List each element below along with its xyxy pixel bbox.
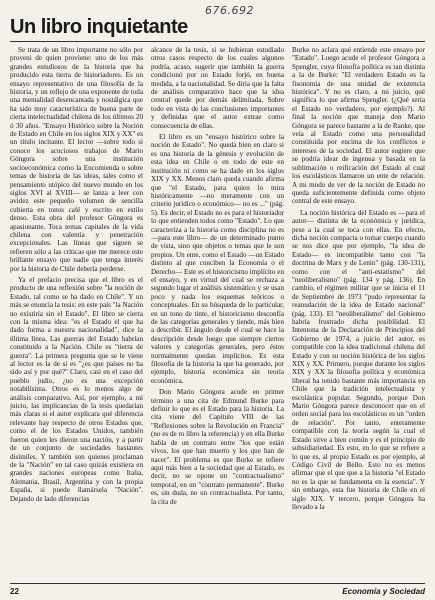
page-number: 22 (10, 587, 19, 596)
footer-rule (10, 583, 425, 584)
article-body (10, 46, 425, 576)
paragraph: alcance de la tesis, si se hubieran estudiado otros casos respecto de los cuales algunos podría, acaso, sugerir que también la guerra condicionó por un Estado forjó, en buena medida, a la nacionalidad. Se diría que la falta de análisis comparativo hace que la idea central quede por demás delimitada. Sobre todo en vista de las conclusiones importantes y definidas que el autor extrae como consecuencia de ellas. (151, 46, 284, 130)
column-3 (292, 46, 425, 576)
column-2 (151, 46, 284, 576)
title-rule (10, 41, 425, 42)
column-1 (10, 46, 143, 576)
paragraph: El libro es un "ensayo histórico sobre la noción de Estado". No queda bien en claro si es una historia de la génesis y evolución de esta idea en Chile o en todo de este en institución ni como se ha dado en los siglos XIX y XX. Menos claro queda cuando afirma que "el Estado, para quien lo mira históricamente —no meramente con un criterio jurídico o económico— no es ..." (pág. 5). Es decir, el Estado no es para el historiador lo que entienden todos como "Estado". Lo que caracteriza a la historia como disciplina no es —para este libro— de un determinado punto de vista, sino que objetos o temas que le son propios. Un ente, como el Estado —un Estado distinto al que conciben la Economía o el Derecho— Este es el historicismo implícito en el ensayo, y en virtud del cual se rechaza a segundo lugar el análisis sistemático y se usan poco y nada los esquemas teóricos o conceptuales. En su búsqueda de lo particular, en un tono de tinte, el historicismo desconfía de las categorías generales y tiende, más bien a describir. El ángulo desde el cual se hace la descripción desde luego que siempre ciertos valores y categorías generales, pero éstos normalmente quedan implícitos. Es esta filosofía de la historia la que ha generado, por ejemplo, historia económica sin teoría económica. (151, 133, 284, 385)
paragraph: Se trata de un libro importante no sólo por proveni de quien proviene: uno de los más grandes estudiosos de la historia que ha producido esta tierra de historiadores. Es un ensayo representativo de una filosofía de la historia, y un reflejo de una exponente de toda una mentalidad desencantada y nostálgica que ha sido muy característica de buena parte de cierta intelectualidad chilena de los últimos 20 ó 30 años. "Ensayo Histórico sobre la Noción de Estado en Chile en los siglos XIX y XX" es un título incitante. El lector —sobre todo si conoce los acuciosos trabajos de Mario Góngora sobre una institución socioeconómica como la Encomienda o sobre temas de historia de las ideas, tales como el pensamiento utópico del nuevo mundo en los siglos XVI al XVIII— se lanza a leer con avidez este pequeño volumen de sencilla cubierta en tonos café y escrito en estilo denso. Esta obra del profesor Góngora es apasionante. Toca temas capitales de la vida chilena con valentía y penetración excepcionales. Las líneas que siguen se refieren sólo a las críticas que me merece este brillante ensayo que nadie que tenga interés por la historia de Chile debería perderse. (10, 46, 143, 273)
article-title: Un libro inquietante (10, 16, 188, 38)
magazine-name: Economía y Sociedad (342, 587, 425, 596)
paragraph: Ya el prefacio precisa que el libro es el producto de una reflexión sobre "la noción de Estado, tal como se ha dado en Chile". Y un más se enuncia la tesis: en este país "la Nación no existiría sin el Estado". El libro se cierra con la misma idea: "es el Estado el que ha dado forma a nuestra nacionalidad", dice la última línea. Las guerras del Estado habrían constituido a la Nación. Chile es "tierra de guerra". La primera pregunta que se le viene al lector es la de si es "¿es que países no ha sido así y por qué?" Claro, casi en el caso del pueblo judío, ¿no es una excepción notabilísima. Otros es lo menos algo de análisis comparativo. Así, por ejemplo, a mí juicio, las implicancias de la tesis quedarían más claras si el autor explicara qué diferencia relevante hay respecto de otros Estados que, como el de los Estados Unidos, también fueron quien les dieron una nación, y a partir de un conjunto de sociedades bastantes disímiles. Y también son quienes proclaman de la "Nación" en tal caso quizás existiera en grandes naciones europeas como Italia, Alemania, Brasil, Argentina y con la propia España, si puede llamársela "Nación". Dejando de lado diferencias (10, 275, 143, 503)
paragraph: Burke no aclara qué entiende este ensayo por "Estado". Luego acude el profesor Góngora a Spengler, cuya filosofía política es tan distinta a la de Burke: "El verdadero Estado es la fisonomía de una unidad de existencia histórica". Y no es claro, a mi juicio, qué significa lo que afirma Spengler. (¿Qué sería el Estado no verdadero, por ejemplo?). Al final la noción que maneja don Mario Góngora se parece bastante a la de Ranke, que veía al Estado como una personalidad constituida por encima de los conflictos e intereses de la sociedad. El autor sugiere que se podría idear de ingenua y basada en la sublimación o reificación del Estado al cual los escolásticos llamaron un ente de relación. A mi modo de ver de la noción de Estado no queda suficientemente definida como objeto central de este ensayo. (292, 46, 425, 206)
paragraph: La noción histórica del Estado es —para el autor— distinta de la económica y jurídica, pese a la cual se toca con ellas. En efecto, dicha noción compacta o tomar cuerpo cuando se nos dice que por ejemplo, "la idea de Estado— es incompatible tanto con "la doctrina de Marx y de Lenin" (pág. 130-131), como con el "anti-estatismo" del "neoliberalismo" (pág. 134 y pág. 136). En cambio, el régimen militar que se inicia el 11 de Septiembre de 1973 "pudo representar la reanudación de la idea de Estado nacional" (pág. 133). El "neoliberalismo" del Gobierno habría frustrado dicha posibilidad. El Intentona de la Declaración de Principios del Gobierno de 1974, a juicio del autor, es compatible con la idea tradicional chilena del Estado y con su noción histórica de los siglos XIX y XX. Primero, porque durante los siglos XIX y XX la filosofía política y económica liberal ha tenido bastante más importancia en Chile que la tradición intelectualista y escolástica popular. Segundo, porque Don Mario Góngora parece desconocer que en el orden social para los escolásticos es un "orden de relación". Por tanto, enteramente compatible con la teoría según la cual el Estado sirve a bien común y es el principio de subsidiariedad. Es esto, en lo que se refiere a lo que es, al propio Estado es por ejemplo, al Código Civil de Bello. Esto no es menos afirmar que el que que a la historia "el Estado no es la que se fundamenta en la esencia". Y sin embargo, esta fue historia de Chile en el siglo XIX. Y tercero, porque Góngora ha llevado a la (292, 208, 425, 511)
paragraph: Don Mario Góngora acude en primer término a una cita de Edmund Burke para definir lo que es el Estado para la historia. La cita viene del Capítulo VIII de las "Reflexiones sobre la Revolución en Francia" (no es de ro libro la referencia) y en ella Burke habla de un contrato entre "los que están vivos, los que han muerto y los que han de nacer". El problema es que Burke se refiere aquí más bien a la sociedad que al Estado, es decir, no se opone un "contractualismo" temporal, en un "contrato permanente". Burke es, sin duda, no un contractualista. Por tanto, la cita de (151, 388, 284, 506)
handwritten-annotation: 676.692 (205, 4, 254, 17)
